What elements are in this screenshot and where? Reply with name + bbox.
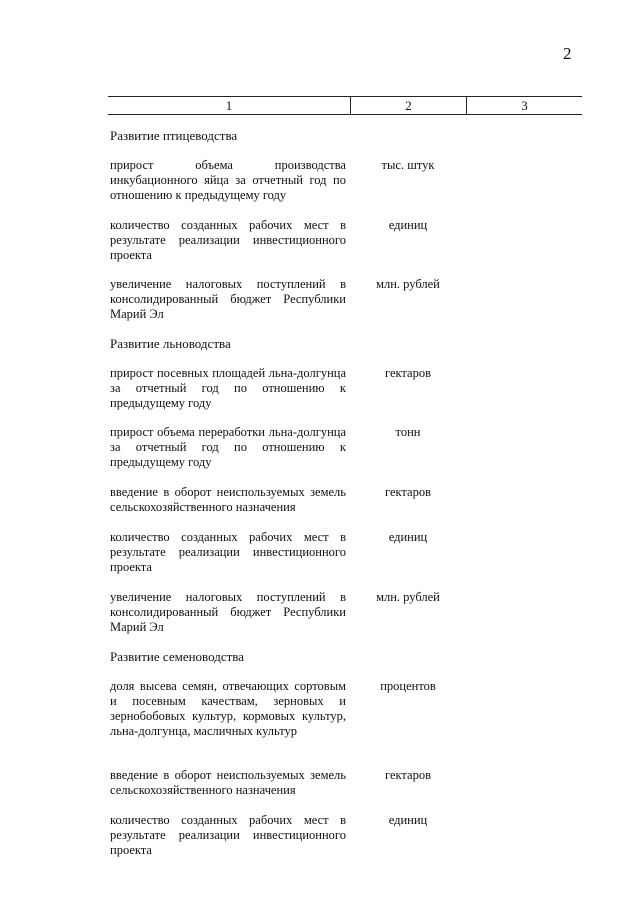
column-header-2: 2 <box>405 98 412 113</box>
indicator-description: увеличение налоговых поступлений в консолидированный бюджет Республики Марий Эл <box>110 277 346 321</box>
indicator-description: прирост посевных площадей льна-долгунца за отчетный год по отношению к предыдущему году <box>110 366 346 410</box>
indicator-unit: млн. рублей <box>376 277 440 291</box>
indicator-description: количество созданных рабочих мест в результате реализации инвестиционного проекта <box>110 813 346 857</box>
indicator-unit: тыс. штук <box>381 158 435 172</box>
section-title: Развитие льноводства <box>110 336 231 351</box>
section-title: Развитие птицеводства <box>110 128 238 143</box>
indicator-unit: млн. рублей <box>376 590 440 604</box>
indicator-description: увеличение налоговых поступлений в консолидированный бюджет Республики Марий Эл <box>110 590 346 634</box>
column-header-1: 1 <box>225 98 233 113</box>
indicator-unit: процентов <box>380 679 436 693</box>
indicator-description: прирост объема переработки льна-долгунца за отчетный год по отношению к предыдущему году <box>110 425 346 469</box>
indicator-description: количество созданных рабочих мест в результате реализации инвестиционного проекта <box>110 530 346 574</box>
header-bottom-rule <box>108 114 582 115</box>
indicator-unit: тонн <box>395 425 421 439</box>
indicator-unit: гектаров <box>385 768 431 782</box>
indicator-unit: единиц <box>388 218 428 232</box>
section-title: Развитие семеноводства <box>110 649 245 664</box>
indicator-description: количество созданных рабочих мест в результате реализации инвестиционного проекта <box>110 218 346 262</box>
indicator-description: введение в оборот неиспользуемых земель сельскохозяйственного назначения <box>110 485 346 514</box>
column-header-3: 3 <box>521 98 528 113</box>
indicator-description: введение в оборот неиспользуемых земель сельскохозяйственного назначения <box>110 768 346 797</box>
indicator-description: прирост объема производства инкубационного яйца за отчетный год по отношению к предыдущему году <box>110 158 346 202</box>
indicator-unit: гектаров <box>385 366 431 380</box>
indicator-unit: гектаров <box>385 485 431 499</box>
indicator-description: доля высева семян, отвечающих сортовым и посевным качествам, зерновых и зернобобовых культур, кормовых культур, льна-долгунца, масличных культур <box>110 679 346 738</box>
indicator-unit: единиц <box>388 813 428 827</box>
page-number: 2 <box>563 44 572 63</box>
indicator-unit: единиц <box>388 530 428 544</box>
